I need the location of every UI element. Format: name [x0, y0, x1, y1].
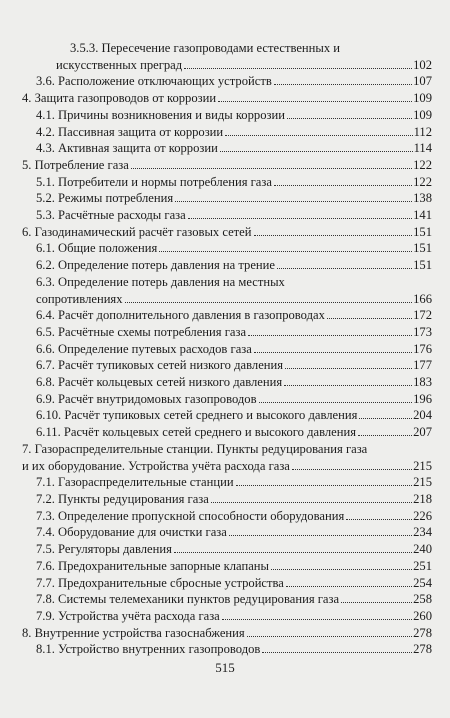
dot-leader [188, 218, 412, 219]
toc-entry-title: 6.6. Определение путевых расходов газа [36, 341, 252, 356]
toc-page-number: 260 [413, 608, 432, 623]
toc-page-number: 122 [413, 157, 432, 172]
toc-entry [22, 107, 432, 124]
toc-entry [22, 391, 432, 408]
toc-entry-title: 4.2. Пассивная защита от коррозии [36, 124, 224, 139]
toc-entry [22, 591, 432, 608]
toc-page-number: 109 [413, 91, 432, 106]
dot-leader [271, 569, 412, 570]
toc-entry-text: 3.5.3. Пересечение газопроводами естественных и [70, 41, 341, 55]
toc-entry [22, 90, 432, 107]
toc-entry [22, 575, 432, 592]
dot-leader [175, 201, 412, 202]
toc-entry-line [36, 174, 432, 191]
dot-leader [359, 418, 412, 419]
toc-entry-title: 7.7. Предохранительные сбросные устройства [36, 575, 284, 590]
toc-entry-line [36, 608, 432, 625]
toc-entry-title: 5.3. Расчётные расходы газа [36, 208, 186, 223]
toc-entry-line [36, 575, 432, 592]
toc-entry-title: 8. Внутренние устройства газоснабжения [22, 625, 245, 640]
toc-entry [22, 124, 432, 141]
toc-page-number: 166 [413, 291, 432, 306]
toc-entry-line [36, 508, 432, 525]
dot-leader [248, 335, 412, 336]
toc-entry [22, 524, 432, 541]
toc-page-number: 207 [413, 425, 432, 440]
toc-entry [22, 324, 432, 341]
toc-page-number: 278 [413, 625, 432, 640]
toc-page-number: 141 [413, 208, 432, 223]
toc-entry [22, 207, 432, 224]
toc-entry [22, 508, 432, 525]
dot-leader [292, 469, 412, 470]
toc-page-number: 183 [413, 375, 432, 390]
toc-entry-line [36, 374, 432, 391]
dot-leader [346, 519, 412, 520]
toc-entry-line [36, 207, 432, 224]
toc-page-number: 240 [413, 542, 432, 557]
toc-entry-title: 6.11. Расчёт кольцевых сетей среднего и высокого давления [36, 425, 357, 440]
toc-entry-title: 7.1. Газораспределительные станции [36, 475, 234, 490]
toc-entry [22, 40, 432, 73]
toc-entry-line [36, 357, 432, 374]
toc-page-number: 151 [413, 258, 432, 273]
page-number: 515 [215, 660, 235, 675]
toc-page-number: 196 [413, 391, 432, 406]
toc-entry-line [36, 391, 432, 408]
dot-leader [247, 636, 412, 637]
dot-leader [184, 68, 412, 69]
toc-entry-line [22, 224, 432, 241]
dot-leader [341, 602, 412, 603]
toc-entry-line [36, 124, 432, 141]
toc-page-number: 107 [413, 74, 432, 89]
toc-entry-line [36, 524, 432, 541]
toc-entry [22, 73, 432, 90]
dot-leader [284, 385, 412, 386]
toc-entry-title: и их оборудование. Устройства учёта расхода газа [22, 458, 290, 473]
toc-entry-title: искусственных преград [56, 57, 183, 72]
toc-entry [22, 641, 432, 658]
toc-entry [22, 224, 432, 241]
toc-entry-line [36, 107, 432, 124]
toc-entry [22, 174, 432, 191]
toc-entry-title: 4.3. Активная защита от коррозии [36, 141, 218, 156]
toc-entry-title: 6.4. Расчёт дополнительного давления в газопроводах [36, 308, 325, 323]
toc-entry-title: 6.10. Расчёт тупиковых сетей среднего и высокого давления [36, 408, 358, 423]
toc-entry-line [36, 591, 432, 608]
toc-entry-line [22, 157, 432, 174]
toc-page-number: 102 [413, 57, 432, 72]
toc-entry [22, 240, 432, 257]
toc-entry-title: сопротивлениях [36, 291, 123, 306]
toc-entry-line [36, 558, 432, 575]
dot-leader [327, 318, 412, 319]
dot-leader [220, 151, 413, 152]
dot-leader [159, 251, 412, 252]
dot-leader [274, 84, 412, 85]
toc-entry [22, 491, 432, 508]
toc-entry-text: 7. Газораспределительные станции. Пункты редуцирования газа [22, 441, 368, 456]
toc-entry-title: 7.3. Определение пропускной способности оборудования [36, 508, 345, 523]
toc-entry-title: 6.5. Расчётные схемы потребления газа [36, 324, 247, 339]
toc-entry-line [36, 307, 432, 324]
dot-leader [286, 586, 412, 587]
toc-page-number: 109 [413, 107, 432, 122]
toc-page-number: 254 [413, 575, 432, 590]
dot-leader [358, 435, 412, 436]
dot-leader [277, 268, 412, 269]
toc-page-number: 258 [413, 592, 432, 607]
toc-page-number: 112 [413, 124, 432, 139]
toc-page-number: 122 [413, 174, 432, 189]
toc-entry-line [36, 324, 432, 341]
toc-entry-line [36, 641, 432, 658]
dot-leader [131, 168, 412, 169]
toc-entry [22, 407, 432, 424]
toc-entry [22, 541, 432, 558]
toc-entry [22, 157, 432, 174]
toc-page-number: 204 [413, 408, 432, 423]
toc-entry [22, 374, 432, 391]
toc-page-number: 177 [413, 358, 432, 373]
toc-entry-line [36, 291, 432, 308]
toc-page-number: 215 [413, 475, 432, 490]
toc-page-number: 226 [413, 508, 432, 523]
toc-entry-line [22, 458, 432, 475]
toc-page-number: 138 [413, 191, 432, 206]
toc-entry-line [36, 491, 432, 508]
table-of-contents [22, 40, 432, 658]
dot-leader [211, 502, 412, 503]
toc-page-number: 278 [413, 642, 432, 657]
toc-entry-line [36, 424, 432, 441]
toc-page-number: 114 [413, 141, 432, 156]
toc-entry-line [36, 257, 432, 274]
toc-entry-line [36, 140, 432, 157]
dot-leader [259, 402, 413, 403]
dot-leader [287, 118, 412, 119]
toc-entry-title: 5. Потребление газа [22, 157, 129, 172]
dot-leader [254, 235, 413, 236]
toc-entry [22, 357, 432, 374]
toc-entry [22, 190, 432, 207]
toc-entry-line [36, 407, 432, 424]
toc-entry-title: 7.9. Устройства учёта расхода газа [36, 608, 220, 623]
toc-entry-title: 4. Защита газопроводов от коррозии [22, 91, 217, 106]
toc-entry-line [36, 240, 432, 257]
toc-entry [22, 474, 432, 491]
toc-entry [22, 424, 432, 441]
toc-page-number: 176 [413, 341, 432, 356]
toc-entry [22, 307, 432, 324]
toc-entry-text: 6.3. Определение потерь давления на местных [36, 274, 285, 289]
toc-entry-line [56, 57, 432, 74]
toc-entry [22, 140, 432, 157]
toc-entry-title: 7.2. Пункты редуцирования газа [36, 491, 209, 506]
toc-entry [22, 257, 432, 274]
dot-leader [236, 485, 413, 486]
toc-entry-line [22, 625, 432, 642]
toc-page-number: 234 [413, 525, 432, 540]
toc-entry-line [36, 541, 432, 558]
dot-leader [174, 552, 412, 553]
toc-entry-title: 3.6. Расположение отключающих устройств [36, 74, 272, 89]
dot-leader [225, 135, 412, 136]
dot-leader [218, 101, 412, 102]
dot-leader [262, 652, 412, 653]
toc-entry-title: 6.2. Определение потерь давления на трение [36, 258, 275, 273]
dot-leader [125, 302, 413, 303]
toc-entry-line [36, 190, 432, 207]
toc-entry-title: 7.5. Регуляторы давления [36, 542, 172, 557]
dot-leader [222, 619, 412, 620]
toc-entry-line [22, 90, 432, 107]
toc-page-number: 172 [413, 308, 432, 323]
toc-entry-title: 6.7. Расчёт тупиковых сетей низкого давления [36, 358, 284, 373]
toc-entry-line [36, 73, 432, 90]
toc-entry-title: 7.8. Системы телемеханики пунктов редуцирования газа [36, 592, 340, 607]
dot-leader [285, 368, 412, 369]
toc-page-number: 151 [413, 224, 432, 239]
toc-entry-title: 6.9. Расчёт внутридомовых газопроводов [36, 391, 257, 406]
toc-entry-title: 5.2. Режимы потребления [36, 191, 174, 206]
toc-entry [22, 608, 432, 625]
toc-entry-line [36, 474, 432, 491]
toc-page-number: 173 [413, 324, 432, 339]
toc-entry-line [36, 341, 432, 358]
toc-entry [22, 558, 432, 575]
dot-leader [274, 185, 412, 186]
toc-entry [22, 441, 432, 474]
toc-page-number: 151 [413, 241, 432, 256]
toc-page-number: 215 [413, 458, 432, 473]
toc-page-number: 218 [413, 491, 432, 506]
toc-page-number: 251 [413, 558, 432, 573]
toc-entry-title: 7.6. Предохранительные запорные клапаны [36, 558, 269, 573]
toc-entry-title: 8.1. Устройство внутренних газопроводов [36, 642, 261, 657]
toc-entry-title: 6.1. Общие положения [36, 241, 158, 256]
toc-entry-title: 6. Газодинамический расчёт газовых сетей [22, 224, 252, 239]
toc-entry [22, 341, 432, 358]
dot-leader [254, 352, 412, 353]
toc-entry [22, 625, 432, 642]
dot-leader [229, 535, 412, 536]
toc-entry-title: 4.1. Причины возникновения и виды коррозии [36, 107, 285, 122]
toc-entry-title: 7.4. Оборудование для очистки газа [36, 525, 227, 540]
toc-entry-title: 6.8. Расчёт кольцевых сетей низкого давления [36, 375, 283, 390]
toc-entry [22, 274, 432, 307]
toc-entry-title: 5.1. Потребители и нормы потребления газа [36, 174, 272, 189]
